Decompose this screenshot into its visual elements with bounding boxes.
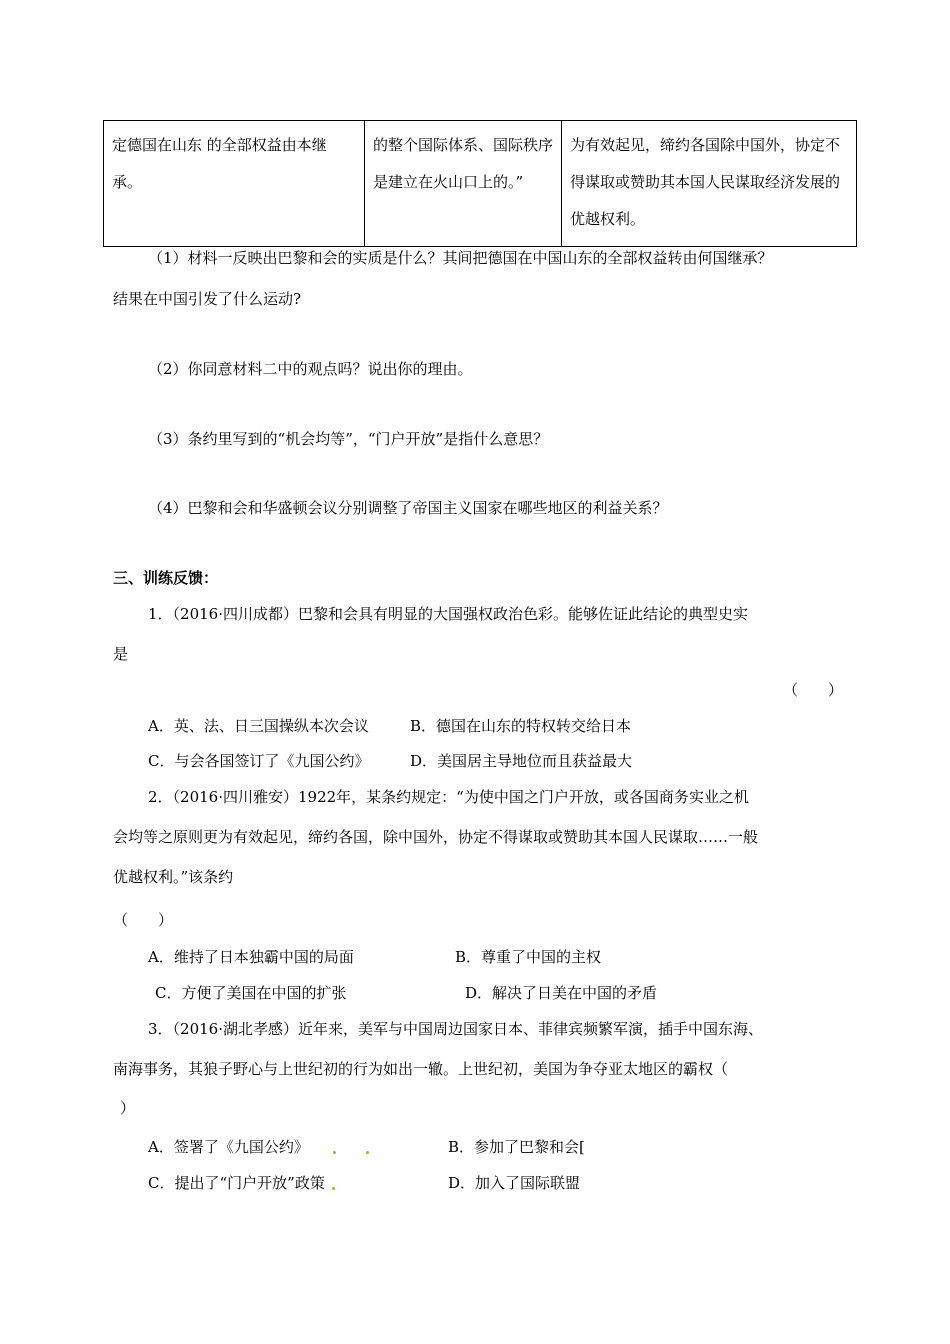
question-1-line-1: （1）材料一反映出巴黎和会的实质是什么？其间把德国在中国山东的全部权益转由何国继承？	[148, 249, 773, 267]
item-3-option-c-text: C．提出了“门户开放”政策	[148, 1174, 325, 1192]
item-1-option-a: A．英、法、日三国操纵本次会议	[148, 717, 369, 735]
item-3-option-b: B．参加了巴黎和会[	[448, 1138, 585, 1156]
item-1-option-b: B．德国在山东的特权转交给日本	[410, 717, 632, 735]
table-row	[104, 121, 857, 247]
table-cell-material-2: 的整个国际体系、国际秩序是建立在火山口上的。”	[365, 121, 562, 247]
material-table	[103, 120, 857, 247]
item-3-option-d: D．加入了国际联盟	[448, 1174, 581, 1192]
item-3-option-a	[148, 1136, 370, 1158]
question-3: （3）条约里写到的“机会均等”，“门户开放”是指什么意思？	[148, 430, 549, 448]
section-heading: 三、训练反馈：	[113, 569, 219, 587]
item-3-stem-line-2: 南海事务，其狼子野心与上世纪初的行为如出一辙。上世纪初，美国为争夺亚太地区的霸权（	[113, 1060, 729, 1078]
item-2-option-c: C．方便了美国在中国的扩张	[155, 984, 347, 1002]
item-2-option-b: B．尊重了中国的主权	[455, 948, 602, 966]
item-2-stem-line-2: 会均等之原则更为有效起见，缔约各国，除中国外，协定不得谋取或赞助其本国人民谋取……一般	[113, 828, 759, 846]
item-3-stem-line-1: 3．（2016·湖北孝感）近年来，美军与中国周边国家日本、菲律宾频繁军演，插手中国东海、	[148, 1020, 763, 1038]
item-2-stem-line-3: 优越权利。”该条约	[113, 868, 234, 886]
item-1-answer-blank: （ ）	[783, 681, 844, 699]
item-3-stem-line-3: ）	[120, 1099, 136, 1117]
dot-mark	[333, 1151, 336, 1154]
question-4: （4）巴黎和会和华盛顿会议分别调整了帝国主义国家在哪些地区的利益关系？	[148, 499, 668, 517]
item-1-stem-line-2: 是	[113, 645, 129, 663]
dot-mark	[366, 1151, 369, 1154]
item-1-option-d: D．美国居主导地位而且获益最大	[410, 752, 633, 770]
item-1-option-c: C．与会各国签订了《九国公约》	[148, 752, 370, 770]
item-3-option-a-text: A．签署了《九国公约》	[148, 1138, 309, 1156]
item-2-answer-blank: （ ）	[113, 911, 174, 929]
table-cell-material-1: 定德国在山东 的全部权益由本继承。	[104, 121, 365, 247]
item-2-option-a: A．维持了日本独霸中国的局面	[148, 948, 354, 966]
item-3-option-c	[148, 1172, 336, 1194]
question-2: （2）你同意材料二中的观点吗？说出你的理由。	[148, 360, 473, 378]
dot-mark	[332, 1187, 335, 1190]
item-1-stem-line-1: 1．（2016·四川成都）巴黎和会具有明显的大国强权政治色彩。能够佐证此结论的典型史实	[148, 605, 748, 623]
item-2-option-d: D．解决了日美在中国的矛盾	[465, 984, 658, 1002]
item-2-stem-line-1: 2．（2016·四川雅安）1922年，某条约规定：“为使中国之门户开放，或各国商务实业之机	[148, 788, 749, 806]
table-cell-material-3: 为有效起见，缔约各国除中国外，协定不得谋取或赞助其本国人民谋取经济发展的优越权利。	[562, 121, 857, 247]
question-1-line-2: 结果在中国引发了什么运动?	[113, 290, 302, 308]
